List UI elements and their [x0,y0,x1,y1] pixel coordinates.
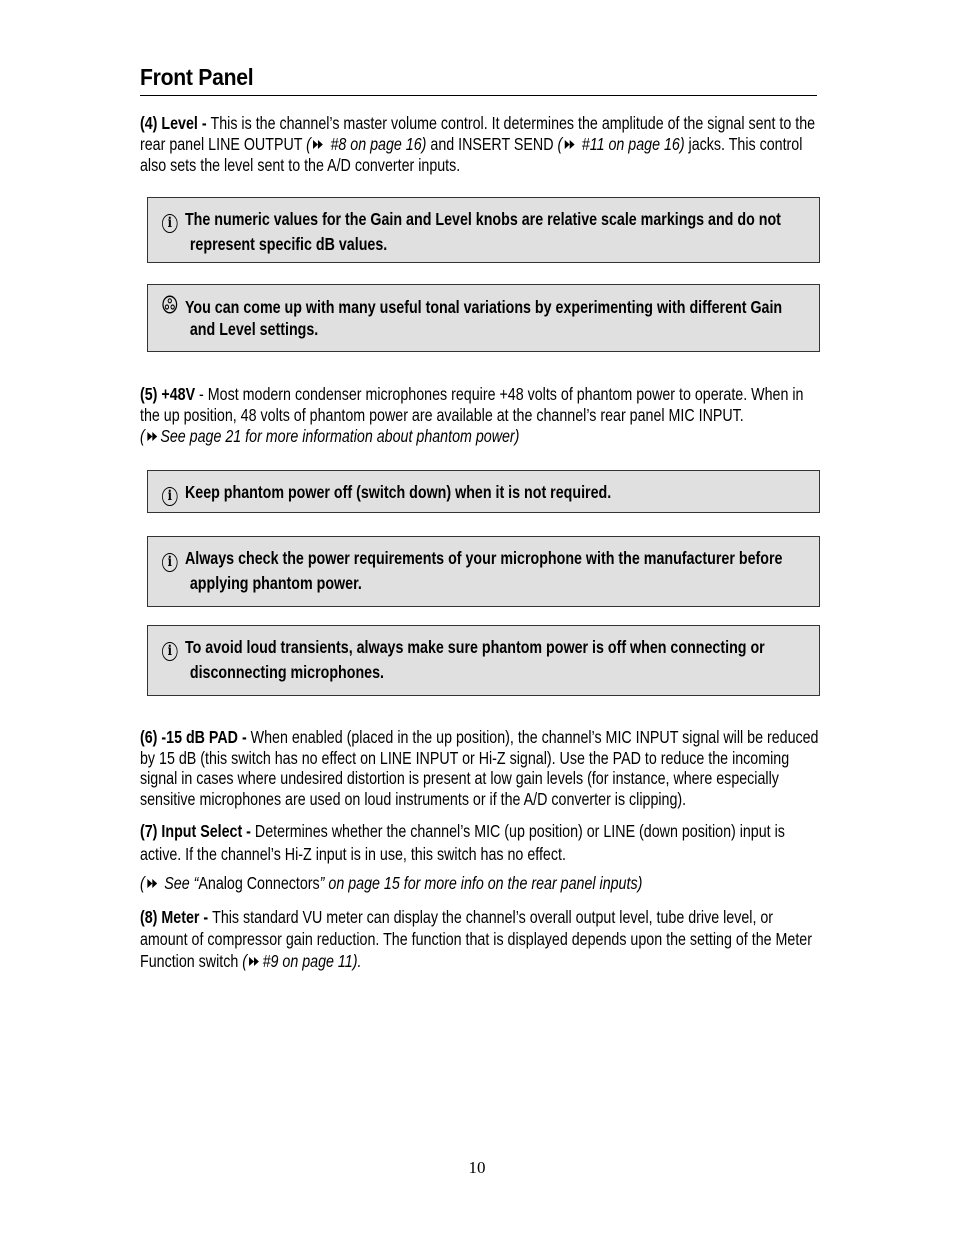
level-text-3: jacks. This control also sets the level sent to the A/D converter inputs. [140,134,803,175]
phantom-text: - Most modern condenser microphones require +48 volts of phantom power to operate. When in the up position, 48 volts of phantom power are available at the channel’s rear panel MIC INPUT. [140,384,804,425]
note-text: To avoid loud transients, always make sure phantom power is off when connecting or disconnecting microphones. [184,637,765,682]
input-select-ref-a: See “ [160,873,199,893]
level-ref-1-open: ( [306,134,311,154]
input-select-reference [140,873,821,894]
note-text: You can come up with many useful tonal variations by experimenting with different Gain and Level settings. [184,297,783,339]
input-select-ref-open: ( [140,873,145,893]
title-rule [140,95,817,96]
note-box-gain-level-scale [147,197,820,263]
fast-forward-icon [564,139,576,150]
pad-label: (6) -15 dB PAD - [140,727,251,747]
fast-forward-icon [146,878,158,889]
fast-forward-icon [146,431,158,442]
phantom-label: (5) +48V [140,384,196,404]
level-ref-1[interactable]: #8 on page 16) [326,134,431,154]
meter-label: (8) Meter - [140,907,213,927]
info-circle-icon: i [162,642,178,661]
info-circle-icon: i [162,553,178,572]
phantom-power-paragraph [140,384,821,447]
tip-box-tonal-variations [147,284,820,352]
page-number: 10 [468,1158,486,1177]
level-paragraph [140,113,821,176]
phantom-ref[interactable]: See page 21 for more information about phantom power) [160,426,520,446]
fast-forward-icon [249,956,261,967]
note-box-loud-transients [147,625,820,696]
three-dot-tip-icon [162,295,178,314]
level-ref-2[interactable]: #11 on page 16) [577,134,685,154]
pad-paragraph [140,727,821,809]
input-select-ref-b[interactable]: Analog Connectors [198,873,320,893]
level-text-1: This is the channel’s master volume control. It determines the amplitude of the signal sent to the rear panel LINE OUTPUT [140,113,816,154]
input-select-ref-c: ” on page 15 for more info on the rear panel inputs) [319,873,643,893]
page-title: Front Panel [140,64,254,90]
note-box-phantom-off [147,470,820,513]
fast-forward-icon [313,139,325,150]
phantom-ref-open: ( [140,426,145,446]
meter-ref[interactable]: #9 on page 11). [262,951,362,971]
level-text-2: and INSERT SEND [430,134,558,154]
meter-ref-open: ( [242,951,247,971]
info-circle-icon: i [162,487,178,506]
input-select-label: (7) Input Select - [140,821,255,841]
level-ref-2-open: ( [557,134,563,154]
pad-text: When enabled (placed in the up position), the channel’s MIC INPUT signal will be reduced by 15 dB (this switch has no effect on LINE INPUT or Hi-Z signal). Use the PAD to reduce the incoming signal in cases where undesired distortion is present at low gain levels (for instance, where especially sensitive microphones are used on loud instruments or if the A/D converter is clipping). [140,727,819,809]
note-text: Always check the power requirements of your microphone with the manufacturer before applying phantom power. [184,548,783,593]
note-box-power-requirements [147,536,820,607]
note-text: Keep phantom power off (switch down) when it is not required. [184,482,612,502]
input-select-text: Determines whether the channel’s MIC (up position) or LINE (down position) input is active. If the channel’s Hi-Z input is in use, this switch has no effect. [140,821,785,864]
input-select-paragraph [140,820,821,866]
note-text: The numeric values for the Gain and Level knobs are relative scale markings and do not represent specific dB values. [184,209,781,254]
level-label: (4) Level - [140,113,211,133]
meter-text: This standard VU meter can display the channel’s overall output level, tube drive level, or amount of compressor gain reduction. The function that is displayed depends upon the setting of the Meter Function switch [140,907,812,971]
meter-paragraph [140,906,821,972]
info-circle-icon: i [162,214,178,233]
